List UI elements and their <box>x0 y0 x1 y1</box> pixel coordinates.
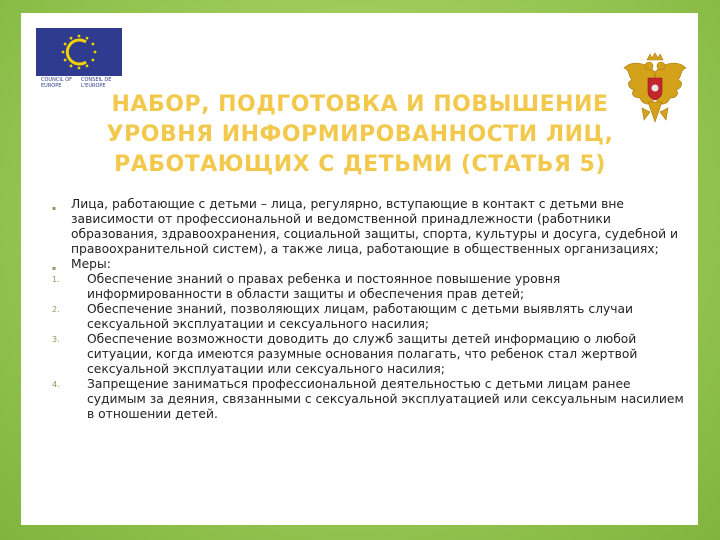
numbered-text: Запрещение заниматься профессиональной деятельностью с детьми лицам ранее судимым за деяния, связанными с сексуальной эксплуатацией или сексуальным насилием в отношении детей. <box>87 377 684 421</box>
council-of-europe-logo <box>33 26 125 90</box>
number-marker: 3. <box>52 335 60 344</box>
logo-caption-right: CONSEIL DE L'EUROPE <box>81 77 112 89</box>
bullet-text: Лица, работающие с детьми – лица, регулярно, вступающие в контакт с детьми вне зависимости от профессиональной и ведомственной принадлежности (работники образования, здравоохранения, социальной защиты, спорта, культуры и досуга, судебной и правоохранительной систем), а также лица, работающие в общественных организациях; <box>71 197 679 256</box>
title-line-1: НАБОР, ПОДГОТОВКА И ПОВЫШЕНИЕ <box>111 92 609 117</box>
numbered-item-3 <box>52 332 688 377</box>
title-line-3: РАБОТАЮЩИХ С ДЕТЬМИ (СТАТЬЯ 5) <box>114 152 606 177</box>
numbered-item-1 <box>52 272 688 302</box>
bullet-marker: ▪ <box>52 265 57 272</box>
numbered-item-4 <box>52 377 688 422</box>
numbered-text: Обеспечение возможности доводить до служб защиты детей информацию о любой ситуации, когда имеются разумные основания полагать, что ребенок стал жертвой сексуальной эксплуатации или сексуального насилия; <box>87 332 638 376</box>
content-list <box>52 197 688 422</box>
bullet-text: Меры: <box>71 257 111 271</box>
logo-flag <box>36 28 122 76</box>
logo-caption-left: COUNCIL OF EUROPE <box>41 77 72 89</box>
eu-stars-icon <box>36 28 122 76</box>
bullet-item-definition <box>52 197 688 257</box>
bullet-marker: ▪ <box>52 205 57 212</box>
title-line-2: УРОВНЯ ИНФОРМИРОВАННОСТИ ЛИЦ, <box>106 122 614 147</box>
number-marker: 1. <box>52 275 60 284</box>
number-marker: 4. <box>52 380 60 389</box>
numbered-item-2 <box>52 302 688 332</box>
bullet-item-measures <box>52 257 688 272</box>
numbered-text: Обеспечение знаний, позволяющих лицам, работающим с детьми выявлять случаи сексуальной эксплуатации и сексуального насилия; <box>87 302 634 331</box>
number-marker: 2. <box>52 305 60 314</box>
page-title <box>70 90 650 180</box>
numbered-text: Обеспечение знаний о правах ребенка и постоянное повышение уровня информированности в области защиты и обеспечения прав детей; <box>87 272 561 301</box>
